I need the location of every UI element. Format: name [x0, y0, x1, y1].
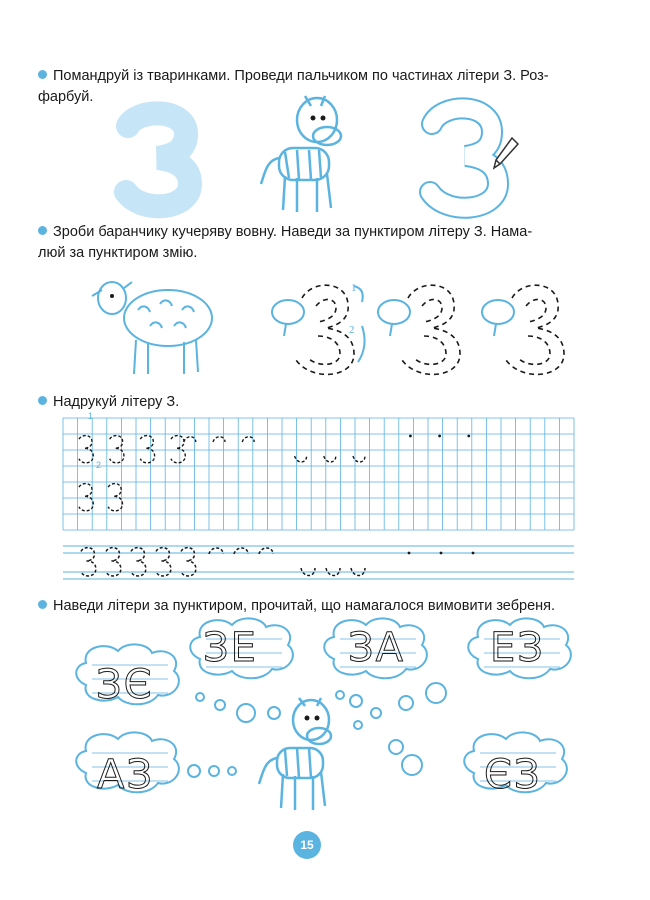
cloud-text-3: ЕЗ	[490, 625, 545, 671]
dashed-letter	[171, 436, 185, 463]
cloud-text-5: АЗ	[97, 752, 155, 798]
bubble	[371, 708, 381, 718]
bubble	[228, 767, 236, 775]
cloud-text-2: ЗА	[348, 625, 406, 671]
bubble	[426, 683, 446, 703]
dashed-letters-row	[268, 278, 588, 388]
writing-grid	[63, 418, 574, 530]
bubble	[389, 740, 403, 754]
bubble	[209, 766, 219, 776]
writing-lines	[63, 540, 574, 585]
task-4-text: Наведи літери за пунктиром, прочитай, що намагалося вимовити зебреня.	[53, 598, 556, 614]
bullet-icon	[38, 396, 47, 405]
dashed-letter	[110, 436, 124, 463]
dashed-letter	[79, 436, 93, 463]
dashed-letter	[108, 484, 122, 511]
bullet-icon	[38, 600, 47, 609]
zebra-image	[255, 690, 355, 815]
dot	[409, 435, 412, 438]
bubble	[196, 693, 204, 701]
bubble	[215, 700, 225, 710]
stroke-number-1: 1	[351, 282, 357, 294]
bubble	[188, 765, 200, 777]
dot	[467, 435, 470, 438]
pencil-icon	[492, 136, 520, 170]
dashed-letter	[140, 436, 154, 463]
cloud-text-1: ЗЕ	[203, 625, 258, 671]
dashed-letter	[79, 484, 93, 511]
zebra-image	[255, 88, 355, 218]
grid-stroke-number-2: 2	[96, 460, 102, 470]
sheep-image	[90, 270, 220, 380]
dot	[408, 552, 411, 555]
dashed-stroke	[242, 437, 254, 442]
task-3-instruction	[38, 392, 598, 413]
page-number: 15	[293, 831, 321, 859]
bubble	[399, 696, 413, 710]
task-1-text: Помандруй із тваринками. Проведи пальчиком по частинах літери З. Роз- фарбуй.	[38, 68, 549, 105]
cloud-text-6: ЄЗ	[484, 752, 542, 798]
big-letter-solid	[118, 104, 198, 214]
task-2-text: Зроби баранчику кучеряву вовну. Наведи за пунктиром літеру З. Нама- люй за пунктиром змію.	[38, 224, 533, 261]
grid-stroke-number-1: 1	[88, 411, 94, 421]
cloud-text-4: ЗЄ	[96, 662, 154, 708]
stroke-number-2: 2	[349, 324, 355, 336]
task-4-instruction	[38, 596, 598, 617]
dot	[472, 552, 475, 555]
bubble	[237, 704, 255, 722]
task-2-instruction	[38, 222, 598, 264]
bullet-icon	[38, 70, 47, 79]
bullet-icon	[38, 226, 47, 235]
bubble	[354, 721, 362, 729]
dot	[440, 552, 443, 555]
task-3-text: Надрукуй літеру З.	[53, 394, 180, 410]
dot	[438, 435, 441, 438]
dashed-stroke	[213, 437, 225, 442]
bubble	[402, 755, 422, 775]
